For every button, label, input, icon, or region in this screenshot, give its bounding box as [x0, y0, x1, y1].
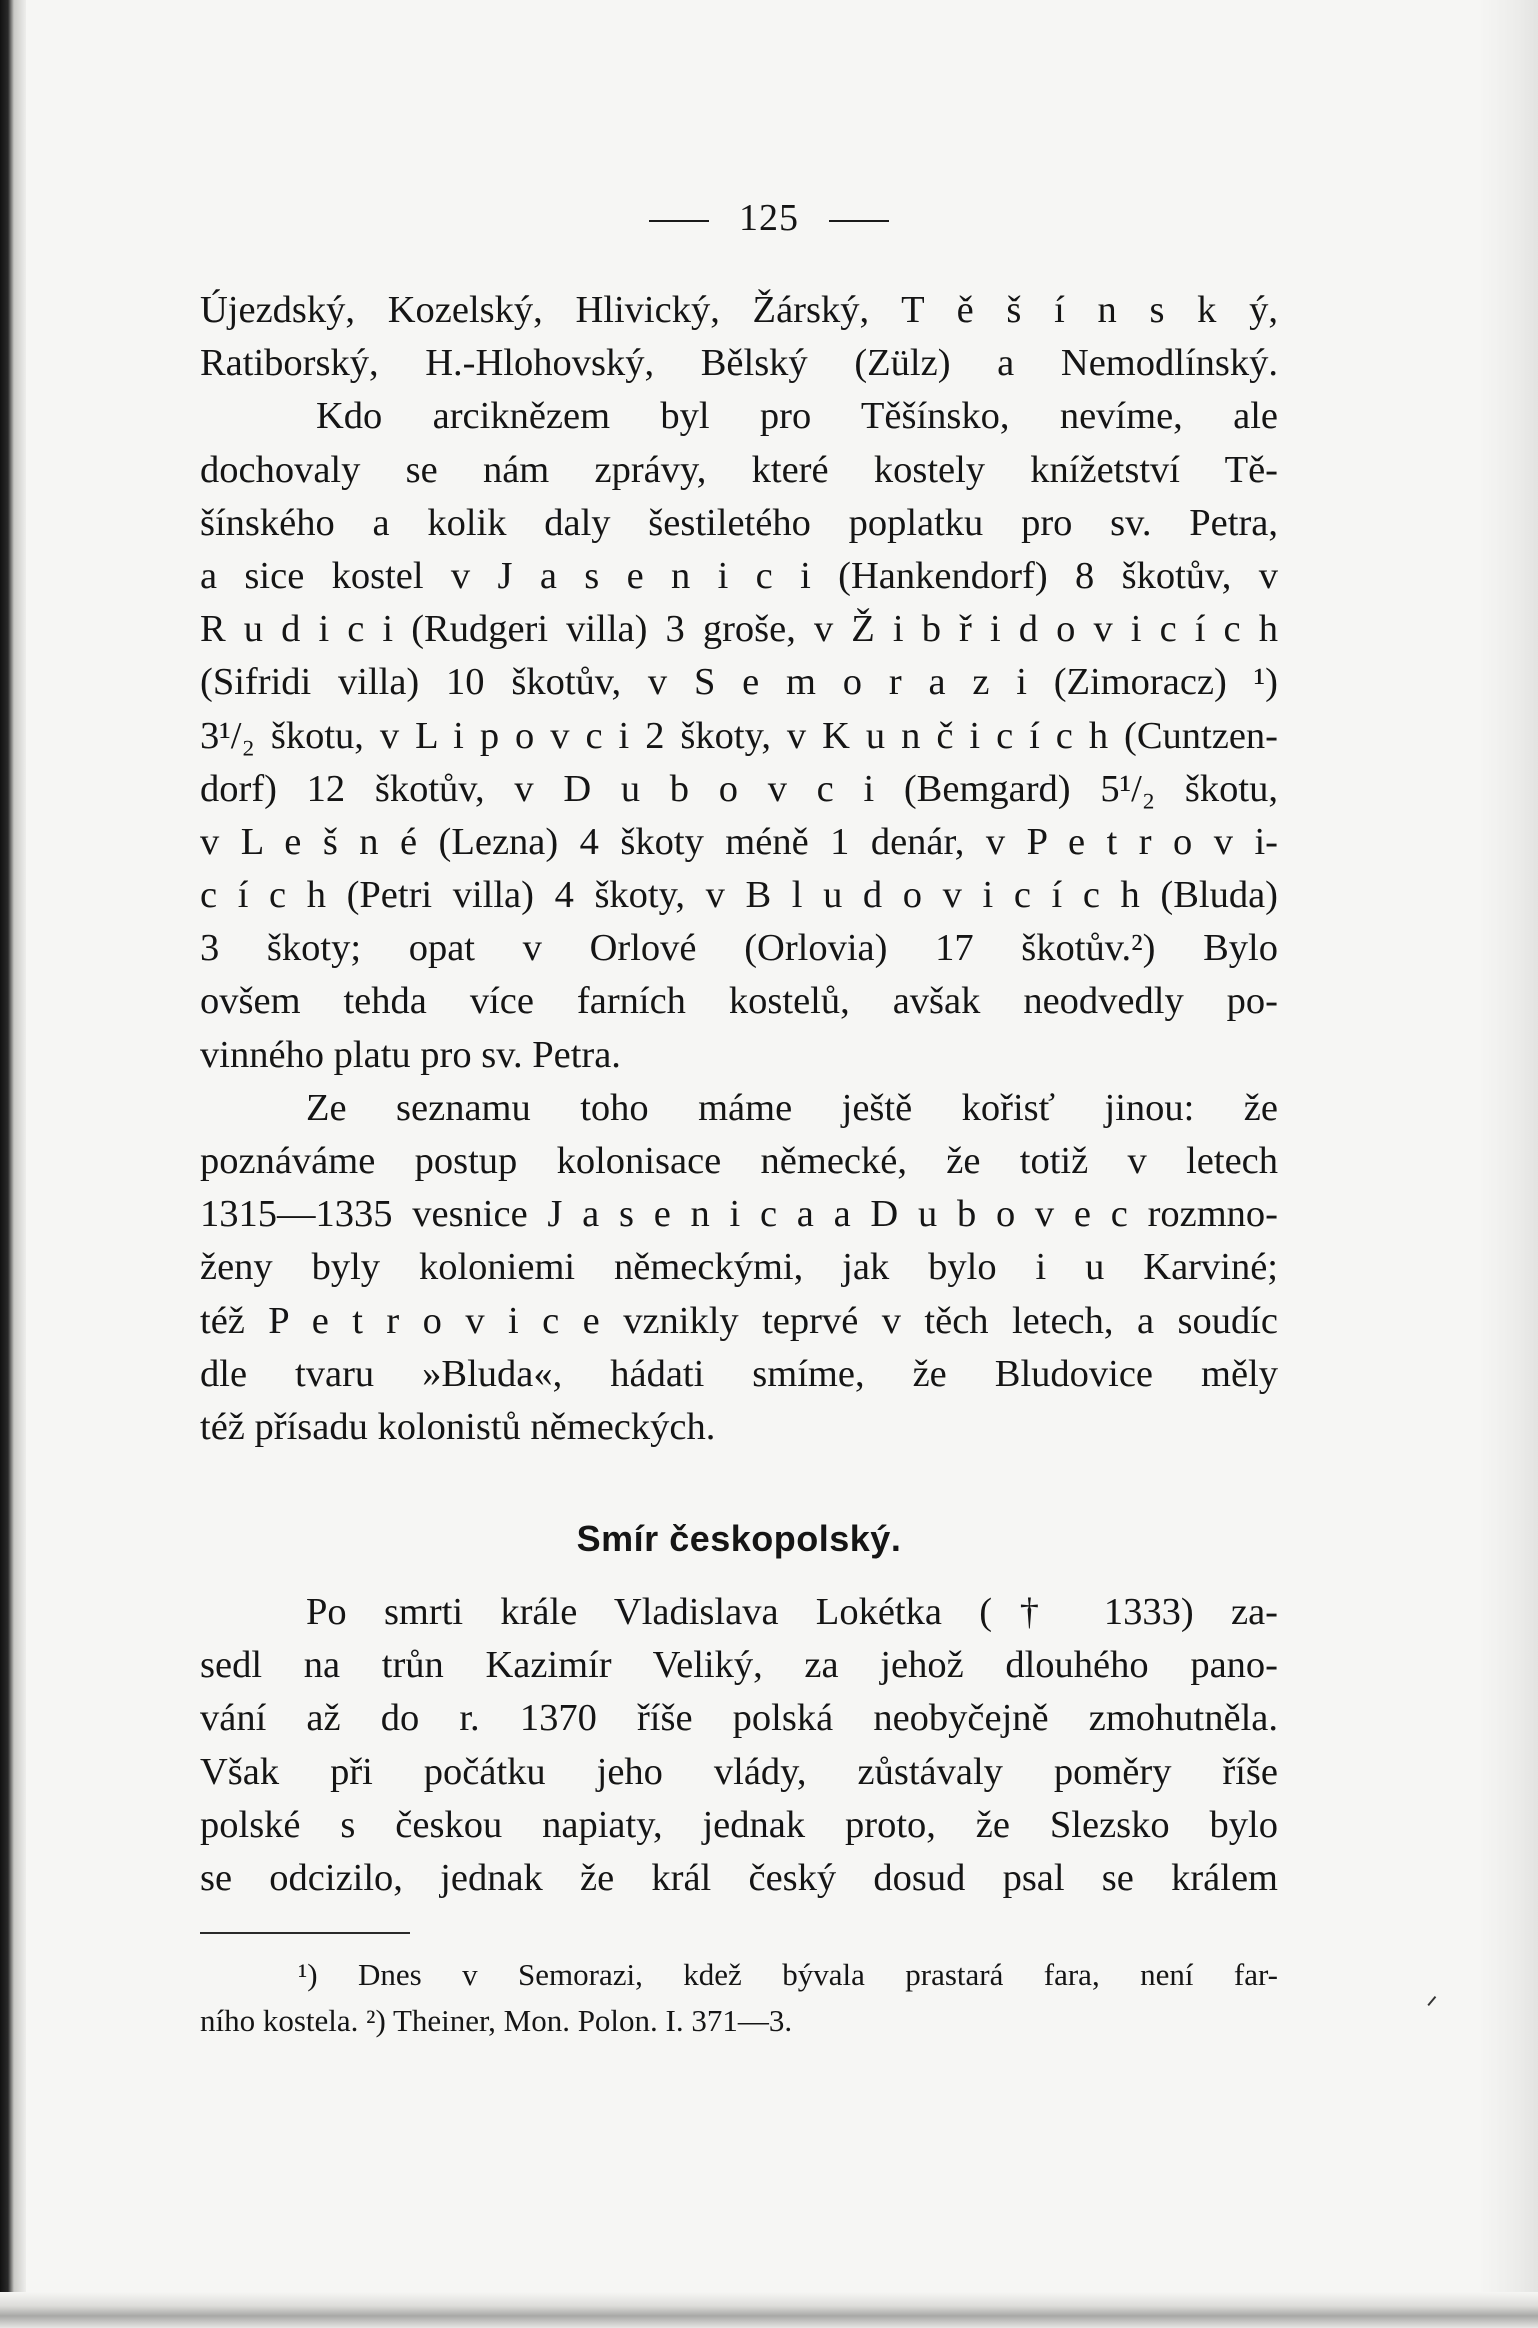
section-heading: Smír českopolský.: [576, 1518, 902, 1559]
text-line: 3 škoty; opat v Orlové (Orlovia) 17 škotův.²) Bylo: [200, 927, 1278, 970]
paragraph-2: [200, 390, 1278, 1081]
text-line: dorf) 12 škotův, v D u b o v c i (Bemgard) 5¹/₂ škotu,: [200, 767, 1278, 810]
page-number-dash-right: [829, 220, 889, 222]
page-bottom-edge: [0, 2292, 1538, 2328]
text-line: vinného platu pro sv. Petra.: [200, 1033, 621, 1076]
text-line: též P e t r o v i c e vznikly teprvé v těch letech, a soudíc: [200, 1299, 1278, 1342]
page-number-dash-left: [649, 220, 709, 222]
text-line: a sice kostel v J a s e n i c i (Hankendorf) 8 škotův, v: [200, 554, 1278, 597]
text-line: Však při počátku jeho vlády, zůstávaly poměry říše: [200, 1750, 1278, 1793]
text-line: též přísadu kolonistů německých.: [200, 1405, 716, 1448]
text-line: se odcizilo, jednak že král český dosud psal se králem: [200, 1856, 1278, 1899]
page-number-value: 125: [739, 197, 799, 239]
text-line: c í c h (Petri villa) 4 škoty, v B l u d o v i c í c h (Bluda): [200, 874, 1278, 917]
text-line: 3¹/₂ škotu, v L i p o v c i 2 škoty, v K u n č i c í c h (Cuntzen-: [200, 714, 1278, 757]
section-text: [200, 1586, 1278, 1905]
text-line: poznáváme postup kolonisace německé, že totiž v letech: [200, 1140, 1278, 1182]
main-text: [200, 284, 1278, 1454]
text-line: šínského a kolik daly šestiletého poplatku pro sv. Petra,: [200, 501, 1278, 544]
paragraph-3: [200, 1082, 1278, 1454]
text-line: Újezdský, Kozelský, Hlivický, Žárský, T ě š í n s k ý,: [200, 289, 1278, 331]
text-line: sedl na trůn Kazimír Veliký, za jehož dlouhého pano-: [200, 1644, 1278, 1687]
text-line: Po smrti krále Vladislava Lokétka († 1333) za-: [306, 1591, 1278, 1633]
footnotes: [200, 1952, 1278, 2044]
text-line: Ze seznamu toho máme ještě kořisť jinou: že: [306, 1086, 1278, 1129]
text-line: dle tvaru »Bluda«, hádati smíme, že Bludovice měly: [200, 1352, 1278, 1395]
text-line: ovšem tehda více farních kostelů, avšak neodvedly po-: [200, 980, 1278, 1023]
paragraph-4: [200, 1586, 1278, 1905]
margin-mark: ᐟ: [1426, 1992, 1438, 2023]
page-binding-edge: [0, 0, 26, 2328]
text-line: polské s českou napiaty, jednak proto, že Slezsko bylo: [200, 1803, 1278, 1846]
footnote-line: ¹) Dnes v Semorazi, kdež bývala prastará fara, není far-: [298, 1957, 1278, 1992]
text-line: vání až do r. 1370 říše polská neobyčejně zmohutněla.: [200, 1697, 1278, 1740]
page-number: [0, 196, 1538, 240]
paragraph-1: [200, 284, 1278, 390]
page-right-shade: [1478, 0, 1538, 2328]
text-line: Ratiborský, H.-Hlohovský, Bělský (Zülz) a Nemodlínský.: [200, 342, 1278, 385]
footnote-line: ního kostela. ²) Theiner, Mon. Polon. I. 371—3.: [200, 2003, 793, 2038]
text-line: ženy byly koloniemi německými, jak bylo i u Karviné;: [200, 1246, 1278, 1289]
text-line: R u d i c i (Rudgeri villa) 3 groše, v Ž i b ř i d o v i c í c h: [200, 608, 1278, 651]
text-line: 1315—1335 vesnice J a s e n i c a a D u b o v e c rozmno-: [200, 1193, 1278, 1236]
text-line: Kdo arciknězem byl pro Těšínsko, nevíme, ale: [316, 395, 1278, 438]
text-line: v L e š n é (Lezna) 4 škoty méně 1 denár, v P e t r o v i-: [200, 820, 1278, 863]
footnote-rule: [200, 1932, 410, 1934]
text-line: (Sifridi villa) 10 škotův, v S e m o r a z i (Zimoracz) ¹): [200, 661, 1278, 704]
text-line: dochovaly se nám zprávy, které kostely knížetství Tě-: [200, 448, 1278, 491]
